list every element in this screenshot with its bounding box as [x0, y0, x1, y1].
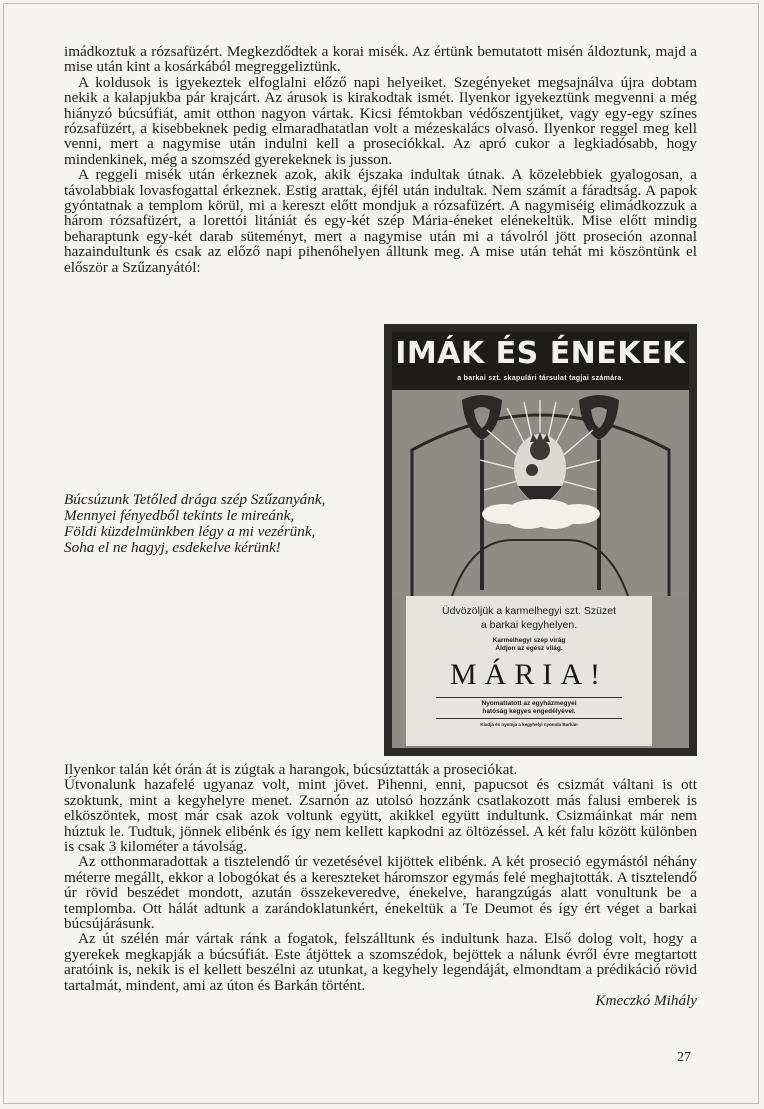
cover-text-panel	[406, 596, 652, 746]
article-top-text	[64, 44, 697, 275]
paragraph: Útvonalunk hazafelé ugyanaz volt, mint jövet. Pihenni, enni, papucsot és csizmát váltani is ott szoktunk, mint a kegyhelyre menet. Zsarnón az utolsó hozzánk csatlakozott más falusi emberek is elköszöntek, most már csak azok voltunk együtt, akikkel együtt indultunk. Csizmáinkat már nem húztuk le. Tudtuk, jönnek elibénk és így nem kellett kapkodni az öltözéssel. A két falu között különben is csak 3 kilométer a távolság.	[64, 776, 697, 856]
maria-heading: MÁRIA!	[450, 658, 608, 691]
verse-line: Áldjon az egész világ.	[495, 645, 563, 652]
prayer-book-cover-image	[384, 324, 697, 756]
paragraph: Az út szélén már vártak ránk a fogatok, felszálltunk és indultunk haza. Első dolog volt, hogy a gyerekek megkapják a búcsúfiát. Este átjöttek a szomszédok, bejöttek a nálunk évről évre megtartott aratóink is, nekik is el kellett beszélni az utunkat, a kegyhely legendáját, elmondtam a prédikáció rövid tartalmát, mindent, ami az úton és Barkán történt.	[64, 930, 697, 994]
page-number: 27	[677, 1050, 691, 1065]
greeting-line: a barkai kegyhelyen.	[480, 619, 578, 631]
cover-title: IMÁK ÉS ÉNEKEK	[395, 336, 686, 371]
cover-inner	[392, 332, 689, 748]
paragraph: Az otthonmaradottak a tisztelendő úr vezetésével kijöttek elibénk. A két proseció egymástól néhány méterre megállt, ekkor a lobogókat és a kereszteket háromszor egymás felé meghajtották. A tisztelendő úr rövid beszédet mondott, azután összekeveredve, énekelve, harangzúgás alatt vonultunk be a templomba. Ott hálát adtunk a zarándoklatunkért, énekeltük a Te Deumot és így ért véget a barkai búcsújárásunk.	[64, 853, 697, 933]
imprint-line: hatóság kegyes engedélyével.	[482, 708, 576, 715]
paragraph: imádkoztuk a rózsafüzért. Megkezdődtek a korai misék. Az értünk bemutatott misén áldoztunk, majd a mise után kint a kosárkából megreggeliztünk.	[64, 43, 697, 76]
cover-header	[392, 332, 689, 390]
imprint-line: Nyomattatott az egyházmegyei	[481, 700, 577, 707]
author-signature: Kmeczkó Mihály	[595, 992, 697, 1010]
article-bottom-text	[64, 762, 697, 1009]
paragraph: A koldusok is igyekeztek elfoglalni előző napi helyeiket. Szegényeket megsajnálva újra dobtam nekik a kalapjukba pár krajcárt. Az árusok is kirakodtak ismét. Ilyenkor igyekeztünk megvenni a még hiányzó búcsúfiát, amit otthon nagyon vártak. Kicsi fémtokban védőszentjüket, vagy egy-egy színes rózsafüzért, a kisebbeknek pedig elmaradhatatlan volt a mézeskalács olvasó. Ilyenkor reggel meg kell venni, mert a nagymise után indulni kell a proseciókkal. Az apró cukor a legkiadósabb, hogy mindenkinek, még a szomszéd gyerekeknek is jusson.	[64, 73, 697, 168]
poem-line: Mennyei fényedből tekints le mireánk,	[64, 507, 295, 524]
greeting-line: Üdvözöljük a karmelhegyi szt. Szüzet	[442, 605, 616, 617]
paragraph: Ilyenkor talán két órán át is zúgtak a harangok, búcsúztatták a proseciókat.	[64, 761, 518, 778]
verse-line: Karmelhegyi szép virág	[492, 637, 566, 644]
printer-line: Kiadja és nyomja a kegyhelyi nyomda Barkán	[480, 722, 578, 727]
farewell-poem	[64, 492, 374, 556]
cover-subtitle: a barkai szt. skapulári társulat tagjai számára.	[457, 375, 624, 382]
poem-line: Búcsúzunk Tetőled drága szép Szűzanyánk,	[64, 491, 326, 508]
madonna-illustration	[392, 390, 689, 596]
imprint	[436, 697, 622, 719]
poem-line: Földi küzdelmünkben légy a mi vezérünk,	[64, 523, 316, 540]
poem-line: Soha el ne hagyj, esdekelve kérünk!	[64, 539, 281, 556]
paragraph: A reggeli misék után érkeznek azok, akik éjszaka indultak útnak. A közelebbiek gyalogosan, a távolabbiak lovasfogattal érkeznek. Estig arattak, éjfél után indultak. Nem számít a fáradtság. A papok gyóntatnak a templom körül, mi a kereszt előtt mondjuk a rózsafüzért. A nagymiséig elimádkozzuk a három rózsafüzért, a lorettói litániát és egy-két szép Mária-éneket elénekeltük. Mise előtt mindig beharaptunk egy-két darab süteményt, mert a nagymise után mi a távolról jött proseción azonnal hazaindultunk és csak az előző napi pihenőhelyen álltunk meg. A mise után tehát mi köszöntünk el először a Szűzanyától:	[64, 166, 697, 276]
